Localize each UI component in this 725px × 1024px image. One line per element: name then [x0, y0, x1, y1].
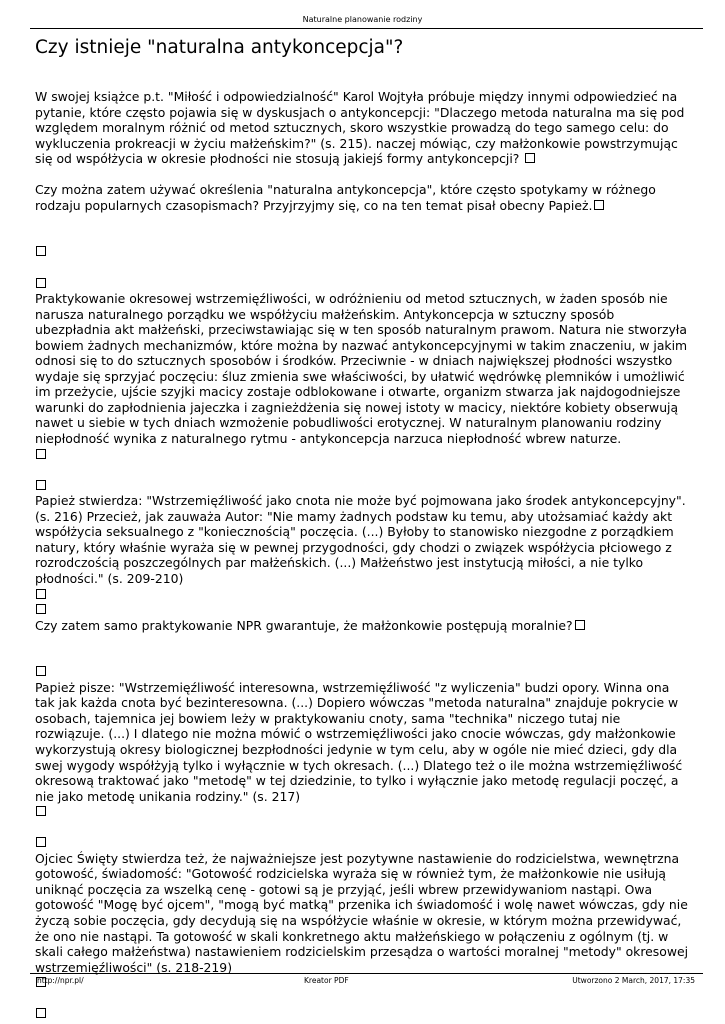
spacer: [35, 167, 690, 183]
glyph-line: [35, 244, 690, 260]
spacer: [35, 633, 690, 664]
paragraph-3: [35, 291, 690, 446]
glyph-line: [35, 1006, 690, 1022]
paragraph-7: [35, 851, 690, 975]
glyph-line: [35, 276, 690, 292]
missing-glyph-icon: [36, 480, 46, 490]
spacer: [35, 991, 690, 1007]
footer-url: http://npr.pl/: [37, 976, 84, 985]
page-title: Czy istnieje "naturalna antykoncepcja"?: [35, 37, 404, 58]
glyph-line: [35, 478, 690, 494]
footer-divider: [30, 973, 703, 974]
missing-glyph-icon: [36, 604, 46, 614]
missing-glyph-icon: [36, 449, 46, 459]
spacer: [35, 820, 690, 836]
paragraph-3-text: Praktykowanie okresowej wstrzemięźliwości, w odróżnieniu od metod sztucznych, w żaden sposób nie narusza naturalnego porządku we współżyciu małżeńskim. Antykoncepcja w sztuczny sposób ubezpładnia akt małżeński, przeciwstawiając się w ten sposób naturalnym prawom. Natura nie stworzyła bowiem żadnych mechanizmów, które można by nazwać antykoncepcyjnymi w takim znaczeniu, w jakim odnosi się to do sztucznych sposobów i środków. Przeciwnie - w dniach największej płodności wszystko wydaje się sprzyjać poczęciu: śluz zmienia swe właściwości, by ułatwić wędrówkę plemników i umożliwić im przeżycie, ujście szyjki macicy zostaje odblokowane i otwarte, organizm stwarza jak najdogodniejsze warunki do zapłodnienia jajeczka i zagnieżdżenia się nowej istoty w macicy, niektóre kobiety obserwują nawet u siebie w tych dniach wzmożenie pobudliwości erotycznej. W naturalnym planowaniu rodziny niepłodność wynika z naturalnego rytmu - antykoncepcja narzuca niepłodność wbrew naturze.: [35, 291, 688, 447]
missing-glyph-icon: [36, 837, 46, 847]
missing-glyph-icon: [36, 278, 46, 288]
spacer: [35, 213, 690, 244]
paragraph-5-text: Czy zatem samo praktykowanie NPR gwarantuje, że małżonkowie postępują moralnie?: [35, 617, 573, 633]
glyph-line: [35, 602, 690, 618]
paragraph-2: [35, 182, 690, 213]
missing-glyph-icon: [525, 153, 535, 163]
missing-glyph-icon: [575, 620, 585, 630]
missing-glyph-icon: [36, 589, 46, 599]
missing-glyph-icon: [36, 666, 46, 676]
paragraph-2-text: Czy można zatem używać określenia "naturalna antykoncepcja", które często spotykamy w różnego rodzaju popularnych czasopismach? Przyjrzyjmy się, co na ten temat pisał obecny Papież.: [35, 182, 656, 213]
glyph-line: [35, 835, 690, 851]
paragraph-6: [35, 680, 690, 804]
paragraph-4: [35, 493, 690, 586]
missing-glyph-icon: [36, 246, 46, 256]
glyph-line: [35, 587, 690, 603]
glyph-line: [35, 664, 690, 680]
spacer: [35, 462, 690, 478]
paragraph-1-text: W swojej książce p.t. "Miłość i odpowiedzialność" Karol Wojtyła próbuje między innymi odpowiedzieć na pytanie, które często pojawia się w dyskusjach o antykoncepcji: "Dlaczego metoda naturalna ma się pod względem moralnym różnić od metod sztucznych, skoro wszystkie prowadzą do tego samego celu: do wykluczenia prokreacji w życiu małżeńskim?" (s. 215). naczej mówiąc, czy małżonkowie powstrzymując się od współżycia w okresie płodności nie stosują jakiejś formy antykoncepcji?: [35, 89, 685, 167]
missing-glyph-icon: [594, 200, 604, 210]
missing-glyph-icon: [36, 1008, 46, 1018]
article-body: [35, 89, 690, 1022]
paragraph-7-text: Ojciec Święty stwierdza też, że najważniejsze jest pozytywne nastawienie do rodzicielstwa, wewnętrzna gotowość, świadomość: "Gotowość rodzicielska wyraża się w również tym, że małżonkowie nie usiłują uniknąć poczęcia za wszelką cenę - gotowi są je przyjąć, jeśli wbrew przewidywaniom nastąpi. Owa gotowość "Mogę być ojcem", "mogą być matką" przenika ich świadomość i wolę nawet wówczas, gdy nie życzą sobie poczęcia, gdy decydują się na współżycie właśnie w okresie, w którym można przewidywać, że ono nie nastąpi. Ta gotowość w skali konkretnego aktu małżeńskiego w połączeniu z ogólnym (tj. w skali całego małżeństwa) nastawieniem rodzicielskim przesądza o wartości moralnej "metody" okresowej wstrzemięźliwości" (s. 218-219): [35, 850, 689, 975]
glyph-line: [35, 447, 690, 463]
running-header: Naturalne planowanie rodziny: [302, 15, 423, 24]
glyph-line: [35, 804, 690, 820]
missing-glyph-icon: [36, 806, 46, 816]
spacer: [35, 260, 690, 276]
footer-created-date: Utworzono 2 March, 2017, 17:35: [572, 976, 695, 985]
paragraph-4-text: Papież stwierdza: "Wstrzemięźliwość jako cnota nie może być pojmowana jako środek antykoncepcyjny". (s. 216) Przecież, jak zauważa Autor: "Nie mamy żadnych podstaw ku temu, aby utożsamiać każdy akt współżycia seksualnego z "koniecznością" poczęcia. (...) Byłoby to stanowisko niezgodne z porządkiem natury, który właśnie wyraża się w pewnej przygodności, gdy chodzi o związek współżycia płciowego z rozrodczością poszczególnych par małżeńskich. (...) Małżeństwo jest instytucją miłości, a nie tylko płodności." (s. 209-210): [35, 493, 686, 586]
paragraph-6-text: Papież pisze: "Wstrzemięźliwość interesowna, wstrzemięźliwość "z wyliczenia" budzi opory. Winna ona tak jak każda cnota być bezinteresowna. (...) Dopiero wówczas "metoda naturalna" znajduje pokrycie w osobach, tajemnica jej bowiem leży w praktykowaniu cnoty, sama "technika" niczego tutaj nie rozwiązuje. (...) I dlatego nie można mówić o wstrzemięźliwości jako cnocie wówczas, gdy małżonkowie wykorzystują okresy biologicznej bezpłodności jedynie w tym celu, aby w ogóle nie mieć dzieci, gdy dla swej wygody współżyją tylko i wyłącznie w tych okresach. (...) Dlatego też o ile można wstrzemięźliwość okresową traktować jako "metodę" w tej dziedzinie, to tylko i wyłącznie jako metodę regulacji poczęć, a nie jako metodę unikania rodziny." (s. 217): [35, 679, 683, 804]
paragraph-5: [35, 618, 690, 634]
header-divider: [30, 28, 703, 29]
paragraph-1: [35, 89, 690, 167]
footer-generator: Kreator PDF: [304, 976, 349, 985]
